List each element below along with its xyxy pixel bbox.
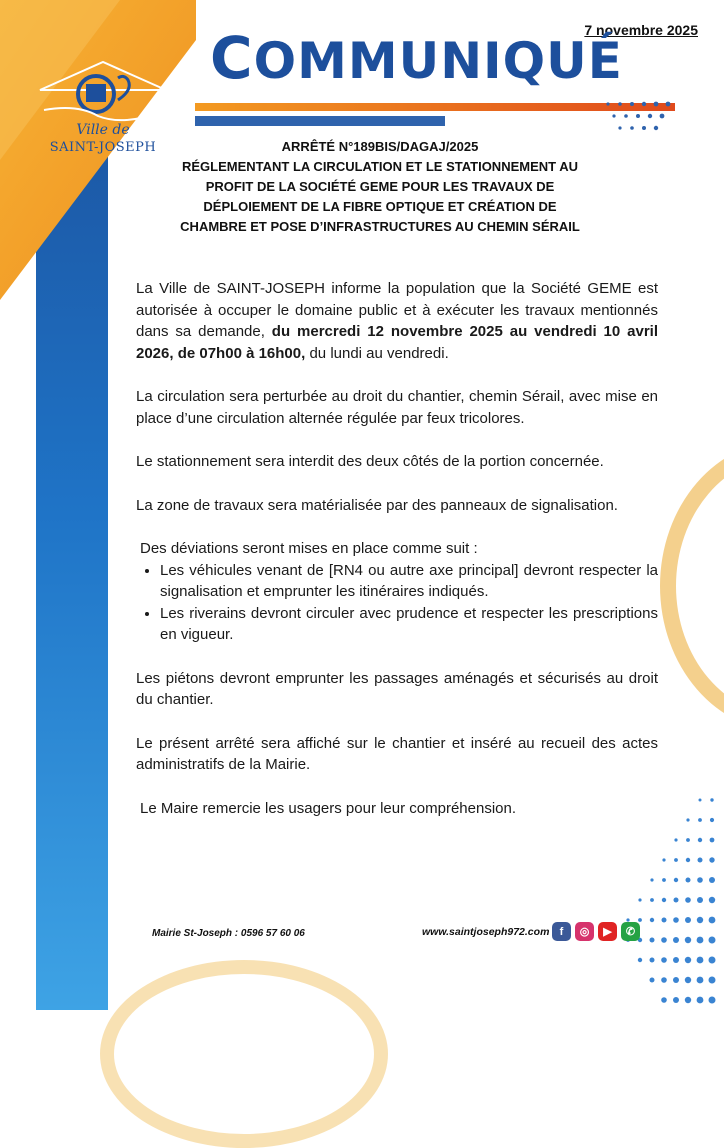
work-dates-bold: du mercredi 12 novembre 2025 au vendredi 10 avril 2026, de 07h00 à 16h00, (136, 323, 659, 362)
title-initial: C (210, 24, 254, 92)
decree-number: ARRÊTÉ N°189BIS/DAGAJ/2025 (281, 139, 479, 154)
gold-ring-bottom (100, 960, 388, 1148)
title-blue-bar (195, 116, 445, 126)
whatsapp-icon[interactable]: ✆ (621, 922, 640, 941)
paragraph-pedestrians: Les piétons devront emprunter les passages aménagés et sécurisés au droit du chantier. (136, 669, 658, 708)
paragraph-parking: Le stationnement sera interdit des deux côtés de la portion concernée. (136, 453, 604, 470)
gold-ring-right (660, 440, 724, 732)
publication-date: 7 novembre 2025 (584, 22, 698, 38)
deviations-list (136, 560, 658, 646)
logo-emblem-icon (38, 60, 168, 126)
paragraph-circulation: La circulation sera perturbée au droit du chantier, chemin Sérail, avec mise en place d’une circulation alternée régulée par feux tricolores. (136, 388, 658, 427)
list-item: • Les riverains devront circuler avec prudence et respecter les prescriptions en vigueur. (160, 603, 658, 646)
facebook-icon[interactable]: f (552, 922, 571, 941)
social-links (552, 922, 640, 941)
decree-heading-line: DÉPLOIEMENT DE LA FIBRE OPTIQUE ET CRÉATION DE (203, 199, 557, 214)
youtube-icon[interactable]: ▶ (598, 922, 617, 941)
page-title (210, 24, 623, 92)
dot-pattern-top (600, 96, 724, 142)
decree-heading-line: RÉGLEMENTANT LA CIRCULATION ET LE STATIONNEMENT AU (182, 159, 578, 174)
decree-heading-line: PROFIT DE LA SOCIÉTÉ GEME POUR LES TRAVAUX DE (205, 179, 555, 194)
deviations-intro: Des déviations seront mises en place comme suit : (140, 540, 478, 557)
logo-city-name: SAINT-JOSEPH (49, 140, 157, 155)
title-rest: OMMUNIQUÉ (253, 32, 623, 90)
paragraph-text: La Ville de SAINT-JOSEPH informe la population que la Société GEME est autorisée à occuper le domaine public et à exécuter les travaux mentionnés dans sa demande, (136, 280, 658, 340)
logo-ville-text: Ville de (76, 122, 130, 138)
paragraph-signage: La zone de travaux sera matérialisée par des panneaux de signalisation. (136, 496, 618, 514)
paragraph-authorization (136, 278, 658, 364)
website-link[interactable]: www.saintjoseph972.com (422, 926, 550, 938)
list-item: • Les véhicules venant de [RN4 ou autre axe principal] devront respecter la signalisation et emprunter les itinéraires indiqués. (160, 560, 658, 603)
paragraph-publication: Le présent arrêté sera affiché sur le chantier et inséré au recueil des actes administratifs de la Mairie. (136, 734, 658, 773)
communique-body (136, 278, 658, 841)
decree-heading (140, 137, 620, 237)
decree-heading-line: CHAMBRE ET POSE D’INFRASTRUCTURES AU CHEMIN SÉRAIL (180, 219, 580, 234)
instagram-icon[interactable]: ◎ (575, 922, 594, 941)
paragraph-thanks: Le Maire remercie les usagers pour leur compréhension. (140, 799, 517, 817)
footer-phone: Mairie St-Joseph : 0596 57 60 06 (152, 928, 305, 939)
paragraph-text: du lundi au vendredi. (305, 344, 449, 362)
